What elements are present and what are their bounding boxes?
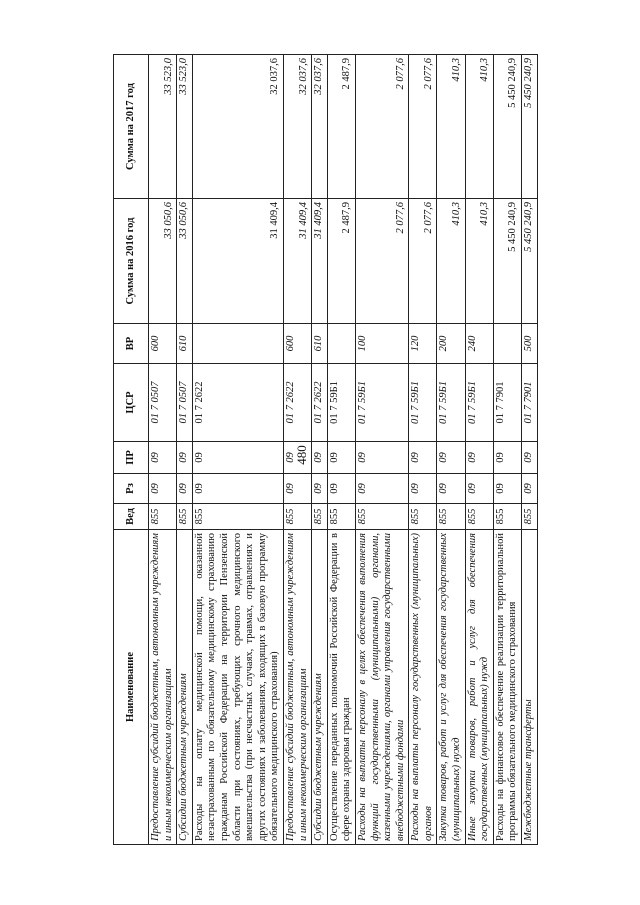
cell-sum-2016: 31 409,4 [192, 199, 283, 324]
cell-sum-2017: 32 037,6 [312, 55, 328, 199]
cell-sum-2017: 2 077,6 [409, 55, 437, 199]
cell-sum-2016: 33 050,6 [149, 199, 177, 324]
cell-pr: 09 [327, 442, 355, 474]
cell-sum-2017: 33 523,0 [177, 55, 193, 199]
cell-csr: 01 7 59Б1 [409, 364, 437, 442]
cell-vr: 500 [522, 324, 538, 364]
cell-pr: 09 [437, 442, 465, 474]
page-number: 480 [293, 445, 309, 465]
cell-pr: 09 [149, 442, 177, 474]
cell-name: Закупка товаров, работ и услуг для обеспечения государственных (муниципальных) нужд [437, 530, 465, 845]
cell-vr: 600 [283, 324, 311, 364]
cell-pr: 09 [522, 442, 538, 474]
cell-vr [327, 324, 355, 364]
cell-sum-2017: 410,3 [465, 55, 493, 199]
cell-sum-2017: 33 523,0 [149, 55, 177, 199]
table-row [283, 55, 311, 845]
cell-csr: 01 7 7901 [522, 364, 538, 442]
header-pr: ПР [114, 442, 149, 474]
cell-ved: 855 [192, 504, 283, 530]
table-row [149, 55, 177, 845]
table-row [327, 55, 355, 845]
cell-sum-2017: 32 037,6 [192, 55, 283, 199]
cell-vr [493, 324, 521, 364]
cell-pr: 09 [177, 442, 193, 474]
cell-vr: 100 [355, 324, 408, 364]
cell-sum-2017: 5 450 240,9 [522, 55, 538, 199]
cell-csr: 01 7 2622 [283, 364, 311, 442]
cell-vr: 240 [465, 324, 493, 364]
cell-pr: 09 [355, 442, 408, 474]
cell-rz: 09 [355, 474, 408, 504]
cell-rz: 09 [283, 474, 311, 504]
cell-csr: 01 7 2622 [312, 364, 328, 442]
cell-csr: 01 7 59Б1 [437, 364, 465, 442]
cell-ved: 855 [177, 504, 193, 530]
cell-rz: 09 [327, 474, 355, 504]
cell-pr: 09 [283, 442, 311, 474]
header-rz: Рз [114, 474, 149, 504]
cell-sum-2016: 410,3 [437, 199, 465, 324]
cell-vr: 610 [177, 324, 193, 364]
header-vr: ВР [114, 324, 149, 364]
cell-rz: 09 [409, 474, 437, 504]
cell-ved: 855 [327, 504, 355, 530]
header-name: Наименование [114, 530, 149, 845]
cell-name: Субсидии бюджетным учреждениям [177, 530, 193, 845]
cell-csr: 01 7 7901 [493, 364, 521, 442]
cell-sum-2016: 5 450 240,9 [493, 199, 521, 324]
cell-ved: 855 [355, 504, 408, 530]
cell-name: Осуществление переданных полномочий Российской Федерации в сфере охраны здоровья граждан [327, 530, 355, 845]
cell-ved: 855 [312, 504, 328, 530]
cell-sum-2016: 410,3 [465, 199, 493, 324]
table-row [522, 55, 538, 845]
header-csr: ЦСР [114, 364, 149, 442]
cell-rz: 09 [522, 474, 538, 504]
cell-vr: 200 [437, 324, 465, 364]
cell-sum-2016: 2 077,6 [355, 199, 408, 324]
cell-sum-2016: 2 487,9 [327, 199, 355, 324]
cell-ved: 855 [283, 504, 311, 530]
cell-rz: 09 [493, 474, 521, 504]
cell-csr: 01 7 0507 [149, 364, 177, 442]
cell-pr: 09 [312, 442, 328, 474]
cell-rz: 09 [312, 474, 328, 504]
table-body [149, 55, 538, 845]
cell-name: Расходы на выплаты персоналу государственных (муниципальных) органов [409, 530, 437, 845]
cell-vr: 120 [409, 324, 437, 364]
cell-rz: 09 [149, 474, 177, 504]
table-row [312, 55, 328, 845]
cell-ved: 855 [493, 504, 521, 530]
cell-sum-2016: 31 409,4 [283, 199, 311, 324]
cell-ved: 855 [409, 504, 437, 530]
cell-name: Расходы на выплаты персоналу в целях обеспечения выполнения функций государственными (муниципальными) органами, казенными учреждениями, органами управления государственными внебюджетными фондами [355, 530, 408, 845]
cell-rz: 09 [192, 474, 283, 504]
header-sum-2017: Сумма на 2017 год [114, 55, 149, 199]
cell-name: Субсидии бюджетным учреждениям [312, 530, 328, 845]
cell-ved: 855 [465, 504, 493, 530]
cell-ved: 855 [522, 504, 538, 530]
budget-table [113, 54, 538, 845]
cell-pr: 09 [192, 442, 283, 474]
cell-sum-2017: 5 450 240,9 [493, 55, 521, 199]
cell-name: Расходы на оплату медицинской помощи, оказанной незастрахованным по обязательному медицинскому страхованию гражданам Российской Федерации на территории Пензенской области при состояниях, требующих срочного медицинского вмешательства (при несчастных случаях, травмах, отравлениях и других состояниях и заболеваниях, входящих в базовую программу обязательного медицинского страхования) [192, 530, 283, 845]
cell-name: Иные закупки товаров, работ и услуг для обеспечения государственных (муниципальных) нужд [465, 530, 493, 845]
cell-vr: 600 [149, 324, 177, 364]
rotated-page-content [113, 55, 567, 845]
cell-sum-2016: 33 050,6 [177, 199, 193, 324]
cell-pr: 09 [465, 442, 493, 474]
cell-csr: 01 7 59Б1 [355, 364, 408, 442]
table-row [465, 55, 493, 845]
cell-sum-2017: 410,3 [437, 55, 465, 199]
cell-ved: 855 [149, 504, 177, 530]
cell-csr: 01 7 59Б1 [327, 364, 355, 442]
table-row [192, 55, 283, 845]
cell-csr: 01 7 0507 [177, 364, 193, 442]
cell-name: Межбюджетные трансферты [522, 530, 538, 845]
cell-name: Расходы на финансовое обеспечение реализации территориальной программы обязательного медицинского страхования [493, 530, 521, 845]
table-row [409, 55, 437, 845]
cell-sum-2017: 2 077,6 [355, 55, 408, 199]
table-row [177, 55, 193, 845]
cell-rz: 09 [465, 474, 493, 504]
cell-sum-2017: 32 037,6 [283, 55, 311, 199]
cell-sum-2016: 31 409,4 [312, 199, 328, 324]
cell-sum-2016: 2 077,6 [409, 199, 437, 324]
cell-csr: 01 7 59Б1 [465, 364, 493, 442]
cell-ved: 855 [437, 504, 465, 530]
cell-vr: 610 [312, 324, 328, 364]
cell-name: Предоставление субсидий бюджетным, автономным учреждениям и иным некоммерческим организациям [283, 530, 311, 845]
cell-vr [192, 324, 283, 364]
cell-csr: 01 7 2622 [192, 364, 283, 442]
cell-sum-2017: 2 487,9 [327, 55, 355, 199]
header-ved: Вед [114, 504, 149, 530]
cell-rz: 09 [177, 474, 193, 504]
cell-name: Предоставление субсидий бюджетным, автономным учреждениям и иным некоммерческим организациям [149, 530, 177, 845]
table-header-row [114, 55, 149, 845]
cell-sum-2016: 5 450 240,9 [522, 199, 538, 324]
table-row [437, 55, 465, 845]
header-sum-2016: Сумма на 2016 год [114, 199, 149, 324]
cell-rz: 09 [437, 474, 465, 504]
table-row [355, 55, 408, 845]
cell-pr: 09 [409, 442, 437, 474]
cell-pr: 09 [493, 442, 521, 474]
table-row [493, 55, 521, 845]
